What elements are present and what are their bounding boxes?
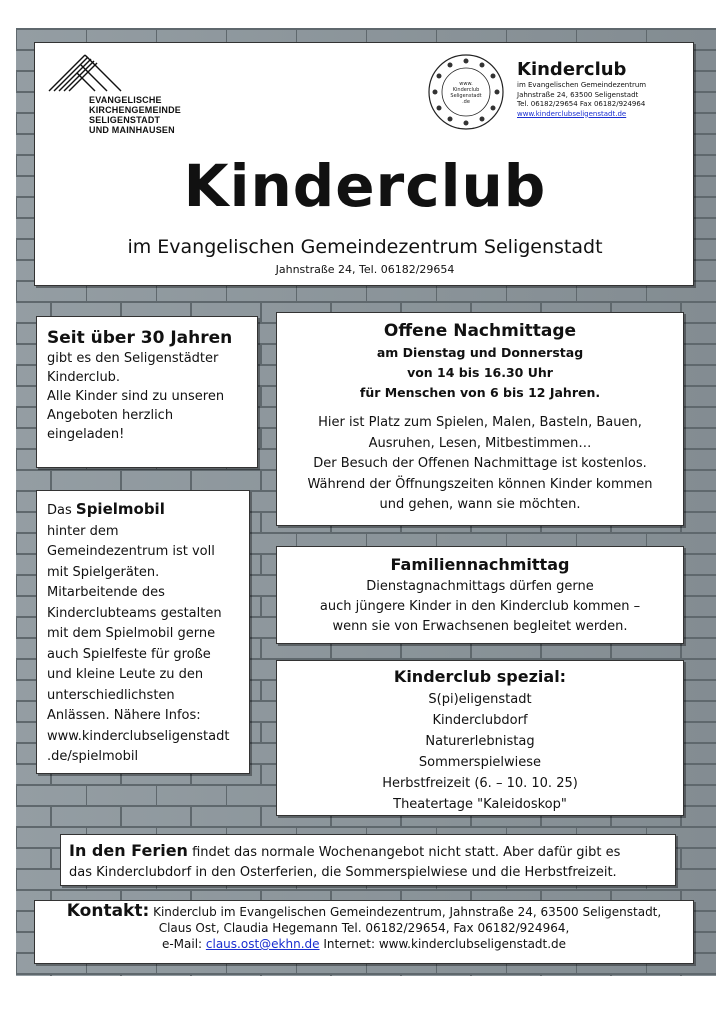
special-item: Theatertage "Kaleidoskop" (393, 797, 567, 812)
open-afternoons-line: Ausruhen, Lesen, Mitbestimmen… (368, 435, 592, 451)
special-heading: Kinderclub spezial: (393, 667, 567, 686)
header-panel (34, 42, 694, 286)
since-line: Alle Kinder sind zu unseren (47, 389, 225, 404)
spielmobil-line: Mitarbeitende des (47, 585, 165, 600)
spielmobil-prefix: Das (47, 503, 76, 518)
family-afternoon-line: Dienstagnachmittags dürfen gerne (366, 579, 594, 594)
church-name (89, 95, 181, 135)
spielmobil-line: Gemeindezentrum ist voll (47, 544, 215, 559)
seal-text (427, 81, 505, 105)
spielmobil-heading-line (47, 499, 239, 522)
special-item: Naturerlebnistag (425, 734, 535, 749)
spielmobil-line: auch Spielfeste für große (47, 646, 211, 662)
kinderclub-seal (427, 53, 505, 131)
church-logo (45, 51, 185, 141)
holidays-line: das Kinderclubdorf in den Osterferien, die Sommerspielwiese und die Herbstfreizeit. (69, 865, 617, 880)
spielmobil-line: und kleine Leute zu den (47, 667, 204, 682)
special-item: Kinderclubdorf (432, 713, 528, 728)
page-subtitle: im Evangelischen Gemeindezentrum Seligenstadt (127, 236, 603, 258)
page-title: Kinderclub (183, 152, 547, 220)
club-info-line: Tel. 06182/29654 Fax 06182/924964 (517, 100, 646, 108)
spielmobil-line: unterschiedlichsten (47, 687, 175, 703)
holidays-line (69, 841, 667, 863)
contact-line (43, 903, 685, 920)
email-label: e-Mail: (161, 937, 206, 951)
header-address: Jahnstraße 24, Tel. 06182/29654 (275, 263, 455, 276)
open-afternoons-schedule: für Menschen von 6 bis 12 Jahren. (359, 385, 601, 400)
club-info-title: Kinderclub (517, 59, 627, 80)
since-line: Kinderclub. (47, 370, 121, 385)
spielmobil-bold: Spielmobil (75, 500, 165, 518)
spielmobil-panel (36, 490, 250, 774)
holidays-text: findet das normale Wochenangebot nicht statt. Aber dafür gibt es (187, 845, 621, 860)
contact-bold: Kontakt: (66, 901, 150, 921)
kinderclub-special-panel (276, 660, 684, 816)
church-logo-mark-icon (45, 51, 125, 101)
club-info-line: im Evangelischen Gemeindezentrum (517, 81, 647, 89)
special-item: Sommerspielwiese (418, 755, 542, 770)
since-heading: Seit über 30 Jahren (47, 328, 233, 348)
club-info-url-link[interactable]: www.kinderclubseligenstadt.de (517, 109, 627, 118)
contact-persons: Claus Ost, Claudia Hegemann Tel. 06182/29654, Fax 06182/924964, (158, 921, 570, 935)
open-afternoons-panel (276, 312, 684, 526)
church-name-line: UND MAINHAUSEN (89, 125, 175, 135)
contact-address: Kinderclub im Evangelischen Gemeindezentrum, Jahnstraße 24, 63500 Seligenstadt, (149, 905, 662, 919)
church-name-line: EVANGELISCHE (89, 95, 162, 105)
family-afternoon-line: auch jüngere Kinder in den Kinderclub kommen – (319, 599, 641, 614)
family-afternoon-panel (276, 546, 684, 644)
club-info-line: Jahnstraße 24, 63500 Seligenstadt (517, 90, 639, 99)
contact-panel (34, 900, 694, 964)
email-link[interactable]: claus.ost@ekhn.de (205, 937, 320, 951)
special-item: S(pi)eligenstadt (428, 692, 532, 707)
family-afternoon-heading: Familiennachmittag (390, 555, 570, 574)
spielmobil-line: mit Spielgeräten. (47, 564, 160, 580)
holidays-panel (60, 834, 676, 886)
spielmobil-line: Anlässen. Nähere Infos: (47, 708, 201, 723)
seal-text-line: Seligenstadt (450, 93, 482, 99)
open-afternoons-schedule: am Dienstag und Donnerstag (376, 345, 584, 360)
seal-text-line: www. (459, 81, 473, 87)
church-name-line: KIRCHENGEMEINDE (89, 105, 182, 115)
open-afternoons-line: und gehen, wann sie möchten. (379, 497, 581, 512)
contact-line (43, 936, 685, 952)
internet-text: Internet: www.kinderclubseligenstadt.de (319, 937, 567, 951)
since-30-years-panel (36, 316, 258, 468)
holidays-bold: In den Ferien (69, 841, 188, 860)
open-afternoons-line: Während der Öffnungszeiten können Kinder kommen (307, 476, 653, 492)
spielmobil-url-line: www.kinderclubseligenstadt (47, 728, 230, 744)
since-line: Angeboten herzlich (47, 408, 174, 423)
special-item: Herbstfreizeit (6. – 10. 10. 25) (382, 776, 578, 791)
family-afternoon-line: wenn sie von Erwachsenen begleitet werden. (332, 619, 628, 634)
open-afternoons-line: Der Besuch der Offenen Nachmittage ist kostenlos. (313, 456, 647, 471)
seal-text-line: .de (462, 99, 470, 105)
spielmobil-line: hinter dem (47, 523, 119, 539)
spielmobil-url-line: .de/spielmobil (47, 749, 139, 764)
church-name-line: SELIGENSTADT (89, 115, 161, 125)
seal-text-line: Kinderclub (452, 87, 480, 93)
open-afternoons-heading: Offene Nachmittage (383, 321, 577, 341)
since-line: eingeladen! (47, 427, 125, 442)
spielmobil-line: mit dem Spielmobil gerne (47, 626, 216, 641)
open-afternoons-line: Hier ist Platz zum Spielen, Malen, Basteln, Bauen, (318, 415, 642, 430)
spielmobil-line: Kinderclubteams gestalten (47, 605, 222, 621)
club-info (517, 59, 689, 119)
open-afternoons-schedule: von 14 bis 16.30 Uhr (407, 365, 553, 380)
since-line: gibt es den Seligenstädter (47, 351, 219, 366)
